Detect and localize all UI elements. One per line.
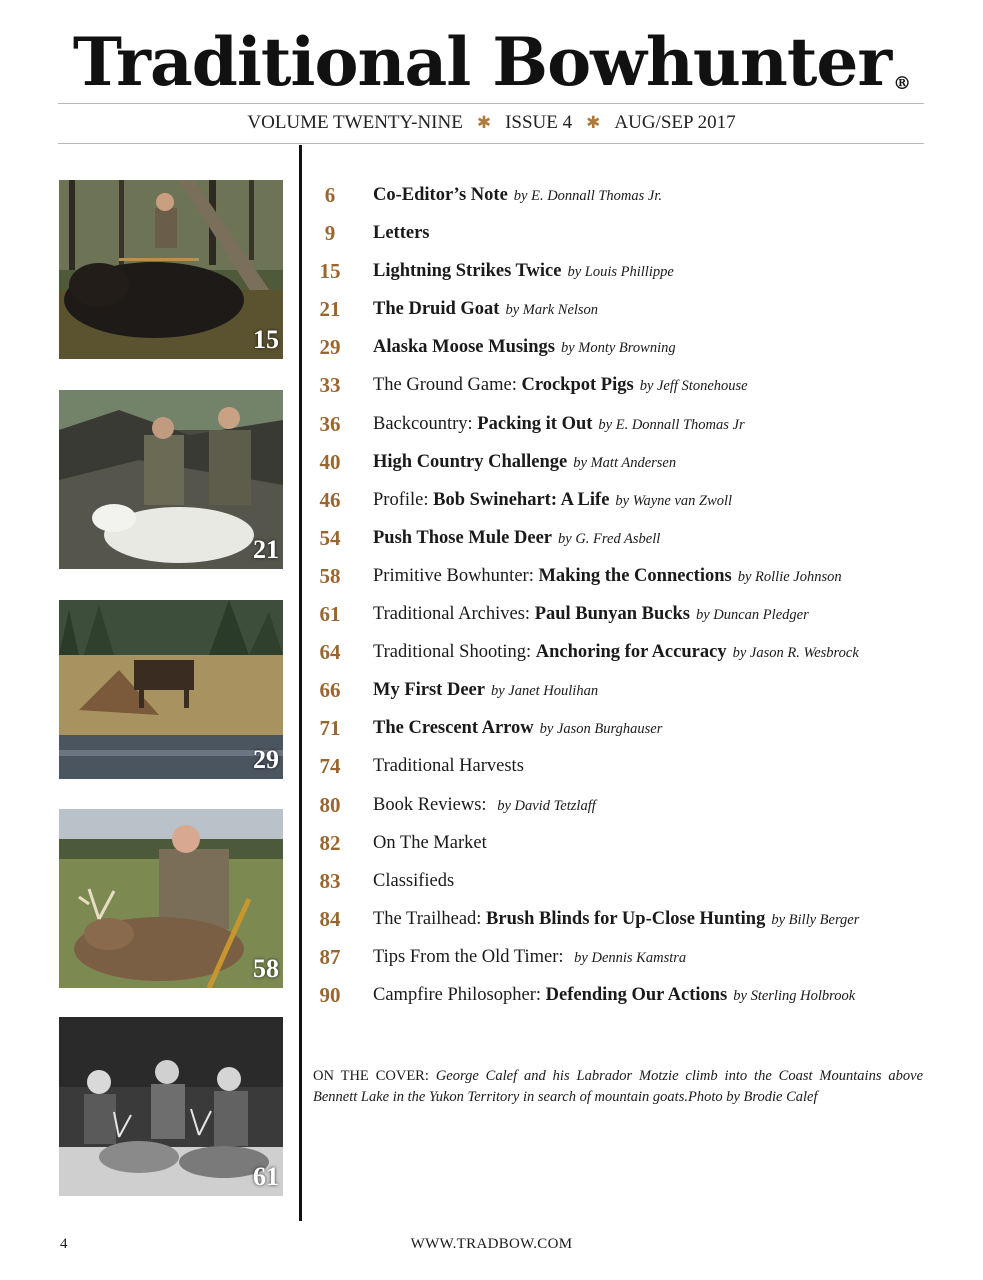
toc-text bbox=[373, 333, 676, 362]
toc-page-number: 6 bbox=[324, 183, 336, 207]
toc-title: Push Those Mule Deer bbox=[373, 527, 553, 548]
toc-byline: by Billy Berger bbox=[771, 911, 860, 928]
toc-byline: by David Tetzlaff bbox=[497, 797, 596, 814]
toc-byline: by Monty Browning bbox=[560, 340, 676, 357]
toc-text bbox=[373, 181, 662, 210]
toc-page-number: 83 bbox=[319, 868, 341, 893]
toc-title: Packing it Out bbox=[477, 413, 593, 434]
issue-label: ISSUE 4 bbox=[505, 112, 573, 133]
toc-page-number: 64 bbox=[319, 640, 341, 665]
date-label: AUG/SEP 2017 bbox=[614, 112, 736, 133]
website-url[interactable]: WWW.TRADBOW.COM bbox=[410, 1236, 573, 1252]
toc-entry[interactable] bbox=[312, 219, 932, 257]
toc-byline: by Rollie Johnson bbox=[737, 568, 842, 585]
toc-byline: by Janet Houlihan bbox=[490, 683, 599, 700]
toc-title: Bob Swinehart: A Life bbox=[433, 489, 610, 510]
toc-page-number: 33 bbox=[319, 373, 341, 398]
toc-prefix: Primitive Bowhunter: bbox=[373, 565, 539, 586]
cover-text: George Calef and his Labrador Motzie climb into the Coast Mountains above Bennett Lake in the Yukon Territory in search of mountain goats.Photo by Brodie Calef bbox=[313, 1068, 924, 1105]
toc-text bbox=[373, 486, 732, 515]
registered-mark: ® bbox=[893, 73, 911, 94]
toc-page-number: 9 bbox=[324, 221, 336, 246]
toc-entry[interactable] bbox=[312, 829, 932, 867]
toc-title: Co-Editor’s Note bbox=[373, 185, 508, 205]
masthead bbox=[0, 22, 983, 124]
toc-byline: by Matt Andersen bbox=[573, 454, 677, 471]
volume-label: VOLUME TWENTY-NINE bbox=[247, 112, 463, 133]
toc-text bbox=[373, 981, 855, 1010]
toc-entry[interactable] bbox=[312, 257, 932, 295]
toc-entry[interactable] bbox=[312, 638, 932, 676]
toc-prefix: Traditional Archives: bbox=[373, 604, 535, 625]
toc-page-number: 36 bbox=[319, 411, 341, 436]
toc-byline: by Sterling Holbrook bbox=[733, 987, 856, 1004]
toc-page-number: 15 bbox=[319, 259, 341, 284]
toc-text bbox=[373, 791, 596, 820]
toc-prefix: Tips From the Old Timer: bbox=[373, 946, 569, 967]
toc-page-number: 90 bbox=[319, 982, 341, 1007]
toc-page-number: 87 bbox=[319, 944, 341, 969]
toc-byline: by E. Donnall Thomas Jr bbox=[598, 416, 745, 433]
toc-title: Lightning Strikes Twice bbox=[373, 261, 562, 282]
toc-prefix: On The Market bbox=[373, 832, 487, 853]
toc-text bbox=[373, 371, 748, 400]
toc-title: Paul Bunyan Bucks bbox=[534, 604, 690, 625]
toc-entry[interactable] bbox=[312, 333, 932, 371]
separator-icon: ✱ bbox=[586, 113, 601, 132]
toc-text bbox=[373, 752, 524, 780]
toc-entry[interactable] bbox=[312, 981, 932, 1019]
toc-text bbox=[373, 524, 660, 553]
toc-text bbox=[373, 905, 859, 934]
table-of-contents bbox=[312, 181, 932, 1019]
toc-title: High Country Challenge bbox=[373, 451, 568, 472]
page-number: 4 bbox=[60, 1236, 68, 1252]
toc-title: Alaska Moose Musings bbox=[373, 337, 555, 358]
toc-entry[interactable] bbox=[312, 562, 932, 600]
toc-entry[interactable] bbox=[312, 371, 932, 409]
photo-page-number: 58 bbox=[253, 954, 279, 983]
toc-text bbox=[373, 295, 598, 324]
toc-page-number: 46 bbox=[319, 487, 341, 512]
toc-page-number: 21 bbox=[319, 297, 341, 322]
toc-entry[interactable] bbox=[312, 943, 932, 981]
toc-prefix: Campfire Philosopher: bbox=[373, 984, 546, 1005]
photo-archive-hunters[interactable] bbox=[59, 1017, 283, 1196]
toc-page-number: 82 bbox=[319, 830, 341, 855]
photo-page-number: 21 bbox=[253, 535, 279, 564]
magazine-title: Traditional Bowhunter ® bbox=[72, 23, 911, 101]
toc-byline: by Mark Nelson bbox=[505, 302, 599, 319]
toc-title: Crockpot Pigs bbox=[521, 375, 634, 396]
toc-title: My First Deer bbox=[373, 680, 485, 701]
toc-title: Brush Blinds for Up-Close Hunting bbox=[486, 908, 766, 929]
toc-entry[interactable] bbox=[312, 448, 932, 486]
toc-page-number: 80 bbox=[319, 792, 341, 817]
toc-entry[interactable] bbox=[312, 486, 932, 524]
toc-prefix: Book Reviews: bbox=[373, 794, 492, 815]
photo-deer-hunter[interactable] bbox=[59, 809, 283, 988]
photo-goat-hunters[interactable] bbox=[59, 390, 283, 569]
toc-entry[interactable] bbox=[312, 791, 932, 829]
toc-page-number: 58 bbox=[319, 563, 341, 588]
photo-page-number: 29 bbox=[253, 745, 279, 774]
toc-prefix: Classifieds bbox=[373, 870, 455, 891]
toc-entry[interactable] bbox=[312, 867, 932, 905]
photo-moose-river[interactable] bbox=[59, 600, 283, 779]
toc-text bbox=[373, 638, 859, 667]
toc-title: Defending Our Actions bbox=[545, 984, 728, 1005]
toc-text bbox=[373, 257, 674, 286]
photo-moose-hunter[interactable] bbox=[59, 180, 283, 359]
toc-title: The Druid Goat bbox=[373, 299, 500, 320]
toc-prefix: The Trailhead: bbox=[373, 908, 487, 929]
toc-text bbox=[373, 448, 676, 477]
toc-entry[interactable] bbox=[312, 295, 932, 333]
toc-byline: by G. Fred Asbell bbox=[558, 530, 661, 547]
toc-page-number: 71 bbox=[319, 716, 341, 741]
toc-text bbox=[373, 600, 809, 629]
toc-byline: by Dennis Kamstra bbox=[574, 949, 687, 966]
toc-entry[interactable] bbox=[312, 410, 932, 448]
toc-prefix: The Ground Game: bbox=[373, 375, 522, 396]
toc-title: Letters bbox=[373, 223, 430, 244]
toc-byline: by Jeff Stonehouse bbox=[639, 378, 748, 395]
toc-text bbox=[373, 219, 430, 247]
toc-byline: by E. Donnall Thomas Jr. bbox=[513, 188, 663, 204]
photo-page-number: 61 bbox=[253, 1162, 279, 1191]
toc-page-number: 29 bbox=[319, 335, 341, 360]
toc-text bbox=[373, 676, 598, 705]
cover-label: ON THE COVER: bbox=[313, 1068, 429, 1084]
column-divider bbox=[299, 145, 302, 1221]
toc-text bbox=[373, 943, 686, 972]
toc-title: Anchoring for Accuracy bbox=[535, 642, 727, 663]
toc-text bbox=[373, 714, 662, 743]
toc-prefix: Backcountry: bbox=[373, 413, 478, 434]
toc-entry[interactable] bbox=[312, 676, 932, 714]
toc-entry[interactable] bbox=[312, 524, 932, 562]
cover-caption bbox=[313, 1066, 923, 1108]
toc-entry[interactable] bbox=[312, 905, 932, 943]
toc-text bbox=[373, 562, 842, 591]
separator-icon: ✱ bbox=[476, 113, 492, 132]
toc-page-number: 84 bbox=[319, 906, 341, 931]
toc-page-number: 54 bbox=[319, 525, 341, 550]
toc-text bbox=[373, 410, 745, 439]
toc-page-number: 61 bbox=[319, 602, 341, 627]
toc-text bbox=[373, 867, 454, 895]
photo-page-number: 15 bbox=[253, 325, 279, 354]
toc-byline: by Duncan Pledger bbox=[695, 607, 809, 624]
toc-entry[interactable] bbox=[312, 714, 932, 752]
toc-page-number: 66 bbox=[319, 678, 341, 703]
toc-prefix: Traditional Shooting: bbox=[373, 642, 536, 663]
top-rule bbox=[58, 103, 924, 104]
toc-byline: by Louis Phillippe bbox=[567, 264, 674, 281]
toc-prefix: Profile: bbox=[373, 489, 434, 510]
toc-prefix: Traditional Harvests bbox=[373, 756, 524, 777]
issue-line bbox=[0, 112, 983, 134]
toc-text bbox=[373, 829, 487, 857]
bottom-rule bbox=[58, 143, 924, 144]
toc-entry[interactable] bbox=[312, 600, 932, 638]
toc-byline: by Jason Burghauser bbox=[539, 721, 663, 738]
toc-page-number: 74 bbox=[319, 754, 341, 779]
toc-byline: by Wayne van Zwoll bbox=[615, 492, 733, 509]
toc-entry[interactable] bbox=[312, 181, 932, 219]
toc-entry[interactable] bbox=[312, 752, 932, 790]
toc-page-number: 40 bbox=[319, 449, 341, 474]
toc-byline: by Jason R. Wesbrock bbox=[732, 645, 859, 662]
toc-title: Making the Connections bbox=[538, 565, 732, 586]
toc-title: The Crescent Arrow bbox=[373, 718, 534, 739]
